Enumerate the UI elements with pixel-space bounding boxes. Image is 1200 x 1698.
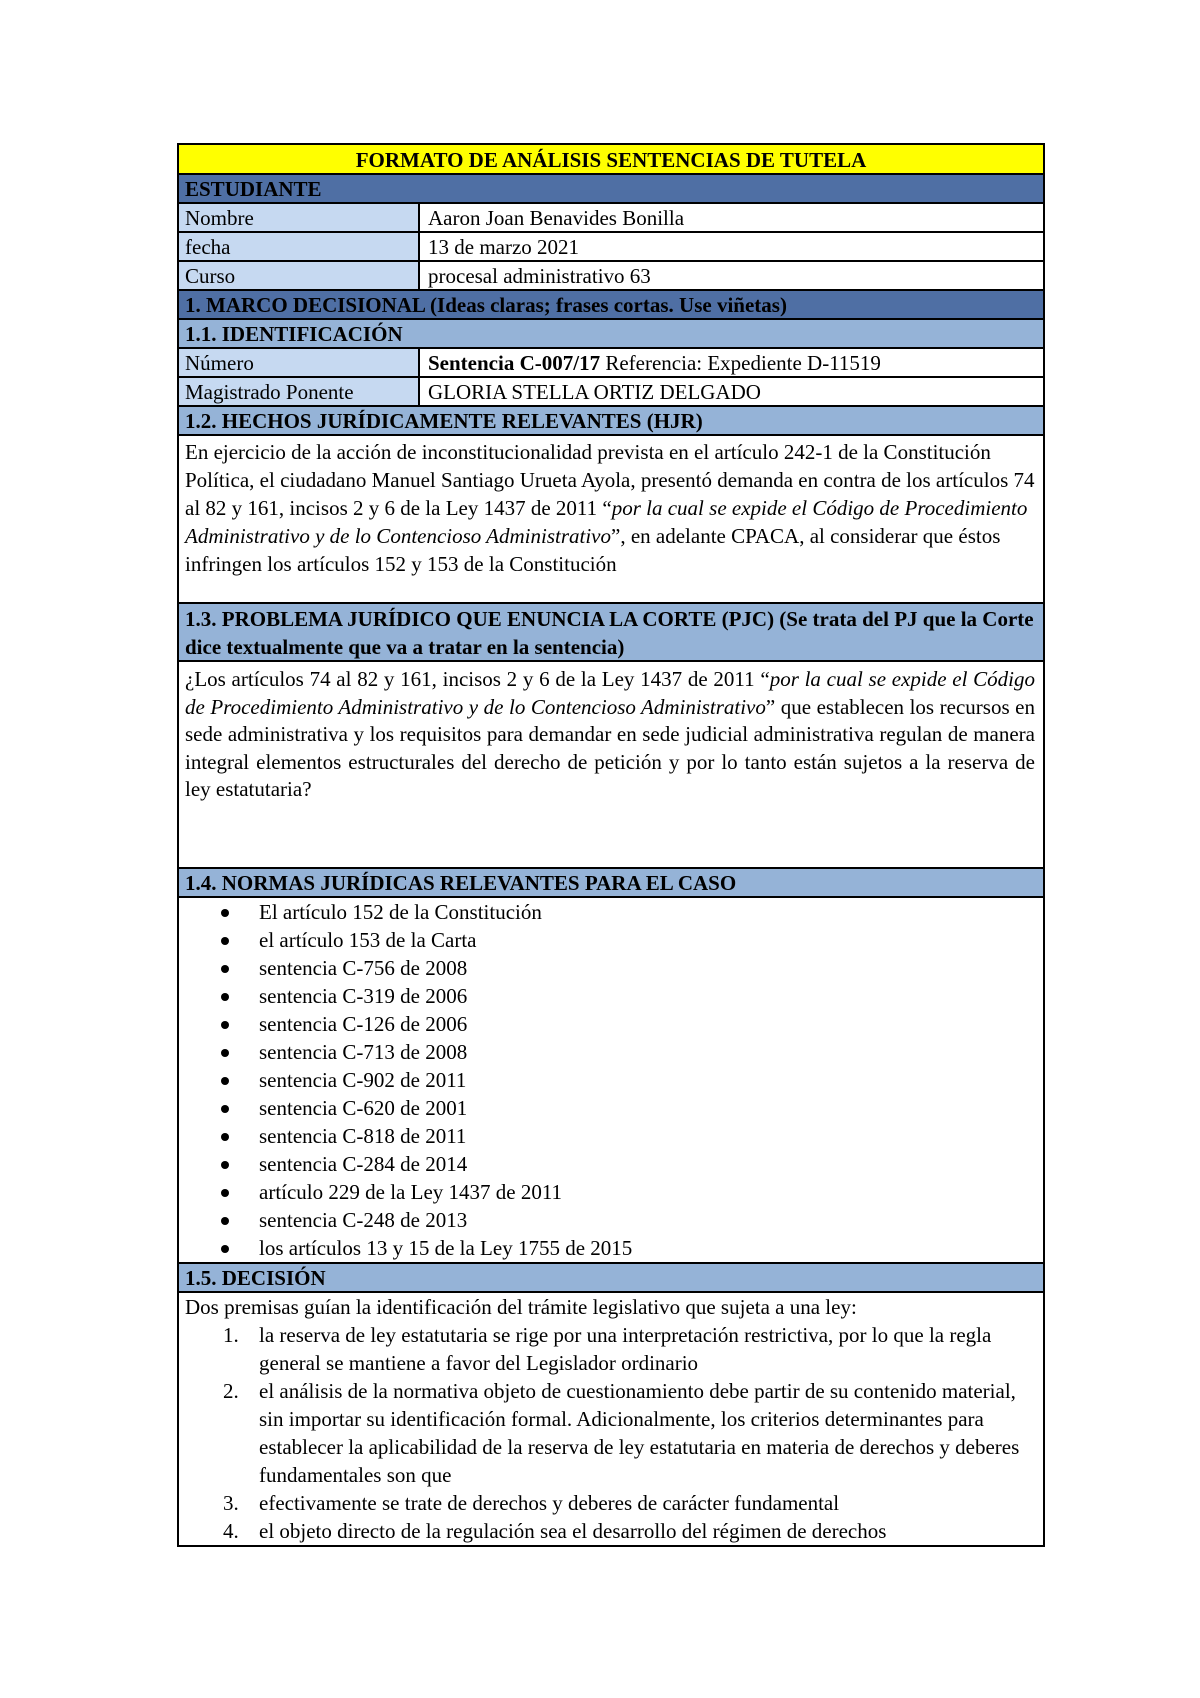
list-item: [179, 1321, 1043, 1377]
list-item: el artículo 153 de la Carta: [179, 926, 1043, 954]
normas-list: [179, 898, 1043, 1262]
student-course-row: [179, 262, 1043, 291]
list-item: sentencia C-126 de 2006: [179, 1010, 1043, 1038]
field-value: GLORIA STELLA ORTIZ DELGADO: [420, 378, 1043, 405]
hechos-header: 1.2. HECHOS JURÍDICAMENTE RELEVANTES (HJR): [179, 407, 1043, 436]
list-item: sentencia C-319 de 2006: [179, 982, 1043, 1010]
step-text: efectivamente se trate de derechos y deberes de carácter fundamental: [259, 1491, 840, 1515]
analysis-form: [177, 143, 1045, 1547]
decision-intro: Dos premisas guían la identificación del trámite legislativo que sujeta a una ley:: [185, 1295, 857, 1319]
form-title: FORMATO DE ANÁLISIS SENTENCIAS DE TUTELA: [179, 145, 1043, 175]
field-value: Aaron Joan Benavides Bonilla: [420, 204, 1043, 231]
magistrado-row: [179, 378, 1043, 407]
field-label: Curso: [179, 262, 420, 289]
list-item: artículo 229 de la Ley 1437 de 2011: [179, 1178, 1043, 1206]
normas-header: 1.4. NORMAS JURÍDICAS RELEVANTES PARA EL CASO: [179, 869, 1043, 898]
identificacion-header: 1.1. IDENTIFICACIÓN: [179, 320, 1043, 349]
list-item: [179, 1517, 1043, 1545]
list-item: sentencia C-902 de 2011: [179, 1066, 1043, 1094]
step-number: 3.: [223, 1491, 239, 1515]
step-text: la reserva de ley estatutaria se rige por una interpretación restrictiva, por lo que la regla general se mantiene a favor del Legislador ordinario: [259, 1323, 992, 1375]
decision-cell: [179, 1293, 1043, 1545]
step-number: 4.: [223, 1519, 239, 1543]
problema-header: 1.3. PROBLEMA JURÍDICO QUE ENUNCIA LA CORTE (PJC) (Se trata del PJ que la Corte dice textualmente que va a tratar en la sentencia): [179, 604, 1043, 662]
field-label: Número: [179, 349, 420, 376]
list-item: El artículo 152 de la Constitución: [179, 898, 1043, 926]
field-label: Magistrado Ponente: [179, 378, 420, 405]
sentence-id: Sentencia C-007/17: [428, 351, 601, 375]
decision-steps: [179, 1321, 1043, 1545]
list-item: [179, 1489, 1043, 1517]
normas-list-cell: [179, 898, 1043, 1264]
numero-row: [179, 349, 1043, 378]
list-item: sentencia C-248 de 2013: [179, 1206, 1043, 1234]
hechos-text: [179, 436, 1043, 604]
step-number: 2.: [223, 1379, 239, 1403]
problema-p1-end: ” que establecen los recursos en sede administrativa y los requisitos para demandar en sede judicial administrativa regulan de manera integral elementos estructurales del derecho de petición y por lo tanto están sujetos a la reserva de ley estatutaria?: [185, 694, 1035, 801]
field-value: 13 de marzo 2021: [420, 233, 1043, 260]
student-name-row: [179, 204, 1043, 233]
list-item: sentencia C-818 de 2011: [179, 1122, 1043, 1150]
field-label: fecha: [179, 233, 420, 260]
list-item: [179, 1377, 1043, 1489]
student-section-header: ESTUDIANTE: [179, 175, 1043, 204]
reference-text: Referencia: Expediente D-11519: [600, 351, 881, 375]
decision-header: 1.5. DECISIÓN: [179, 1264, 1043, 1293]
hechos-p1-end: ”, en adelante CPACA, al considerar que éstos infringen los artículos 152 y 153 de la Constitución: [185, 524, 1001, 576]
list-item: sentencia C-620 de 2001: [179, 1094, 1043, 1122]
list-item: sentencia C-756 de 2008: [179, 954, 1043, 982]
field-value: [420, 349, 1043, 376]
step-text: el análisis de la normativa objeto de cuestionamiento debe partir de su contenido material, sin importar su identificación formal. Adicionalmente, los criterios determinantes para establecer la aplicabilidad de la reserva de ley estatutaria en materia de derechos y deberes fundamentales son que: [259, 1379, 1020, 1487]
list-item: sentencia C-284 de 2014: [179, 1150, 1043, 1178]
field-label: Nombre: [179, 204, 420, 231]
student-date-row: [179, 233, 1043, 262]
hechos-p1: En ejercicio de la acción de inconstitucionalidad prevista en el artículo 242-1 de la Constitución Política, el ciudadano Manuel Santiago Urueta Ayola, presentó demanda en contra de los artículos 74 al 82 y 161, incisos 2 y 6 de la Ley 1437 de 2011 “: [185, 440, 1035, 520]
marco-decisional-header: 1. MARCO DECISIONAL (Ideas claras; frases cortas. Use viñetas): [179, 291, 1043, 320]
hechos-law-title: por la cual se expide el Código de Procedimiento Administrativo y de lo Contencioso Administrativo: [185, 496, 1028, 548]
field-value: procesal administrativo 63: [420, 262, 1043, 289]
problema-text: [179, 662, 1043, 869]
list-item: los artículos 13 y 15 de la Ley 1755 de 2015: [179, 1234, 1043, 1262]
problema-law-title: por la cual se expide el Código de Procedimiento Administrativo y de lo Contencioso Administrativo: [185, 667, 1036, 719]
step-number: 1.: [223, 1323, 239, 1347]
problema-p1: ¿Los artículos 74 al 82 y 161, incisos 2 y 6 de la Ley 1437 de 2011 “: [185, 667, 770, 691]
list-item: sentencia C-713 de 2008: [179, 1038, 1043, 1066]
step-text: el objeto directo de la regulación sea el desarrollo del régimen de derechos: [259, 1519, 887, 1543]
